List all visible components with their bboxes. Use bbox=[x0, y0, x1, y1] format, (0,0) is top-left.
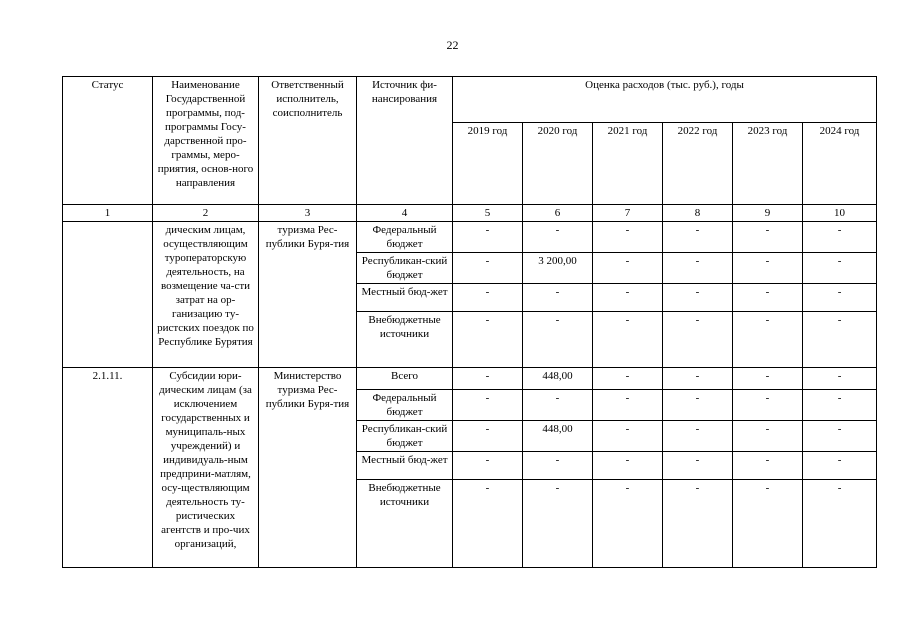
column-number: 10 bbox=[803, 205, 877, 222]
value-cell: - bbox=[453, 222, 523, 253]
column-number: 3 bbox=[259, 205, 357, 222]
column-number: 8 bbox=[663, 205, 733, 222]
program-name-cell: дическим лицам, осуществляющим туроператорскую деятельность, на возмещение ча-сти затрат на ор-ганизацию ту-ристских поездок по Республике Бурятия bbox=[153, 222, 259, 368]
value-cell: - bbox=[663, 480, 733, 568]
status-cell bbox=[63, 222, 153, 368]
year-header: 2023 год bbox=[733, 123, 803, 205]
table-row bbox=[63, 222, 877, 253]
value-cell: - bbox=[733, 222, 803, 253]
value-cell: - bbox=[453, 253, 523, 284]
header-status: Статус bbox=[63, 77, 153, 205]
page-number: 22 bbox=[446, 38, 459, 52]
program-name-cell: Субсидии юри-дическим лицам (за исключением государственных и муниципаль-ных учреждений) и индивидуаль-ным предприни-матлям, осу-ществляющим деятельность ту-ристических агентств и про-чих организаций, bbox=[153, 368, 259, 568]
value-cell: - bbox=[803, 368, 877, 390]
source-cell: Всего bbox=[357, 368, 453, 390]
value-cell: - bbox=[453, 284, 523, 312]
value-cell: - bbox=[523, 312, 593, 368]
source-cell: Федеральный бюджет bbox=[357, 222, 453, 253]
column-number: 1 bbox=[63, 205, 153, 222]
value-cell: - bbox=[663, 390, 733, 421]
value-cell: - bbox=[593, 480, 663, 568]
value-cell: - bbox=[663, 452, 733, 480]
value-cell: - bbox=[453, 368, 523, 390]
header-expenses: Оценка расходов (тыс. руб.), годы bbox=[453, 77, 877, 123]
source-cell: Республикан-ский бюджет bbox=[357, 421, 453, 452]
value-cell: - bbox=[593, 368, 663, 390]
source-cell: Местный бюд-жет bbox=[357, 452, 453, 480]
column-number: 9 bbox=[733, 205, 803, 222]
value-cell: - bbox=[523, 284, 593, 312]
value-cell: - bbox=[593, 390, 663, 421]
year-header: 2021 год bbox=[593, 123, 663, 205]
value-cell: - bbox=[523, 480, 593, 568]
value-cell: 3 200,00 bbox=[523, 253, 593, 284]
column-number: 7 bbox=[593, 205, 663, 222]
value-cell: - bbox=[733, 421, 803, 452]
header-program-name: Наименование Государственной программы, под-программы Госу-дарственной про-граммы, меро-приятия, основ-ного направления bbox=[153, 77, 259, 205]
value-cell: - bbox=[453, 421, 523, 452]
column-number: 4 bbox=[357, 205, 453, 222]
value-cell: - bbox=[453, 312, 523, 368]
responsible-cell: Министерство туризма Рес-публики Буря-тия bbox=[259, 368, 357, 568]
value-cell: - bbox=[663, 368, 733, 390]
value-cell: - bbox=[803, 253, 877, 284]
value-cell: - bbox=[733, 390, 803, 421]
value-cell: - bbox=[593, 312, 663, 368]
value-cell: - bbox=[523, 390, 593, 421]
value-cell: - bbox=[733, 253, 803, 284]
value-cell: - bbox=[663, 284, 733, 312]
source-cell: Местный бюд-жет bbox=[357, 284, 453, 312]
header-source: Источник фи-нансирования bbox=[357, 77, 453, 205]
value-cell: 448,00 bbox=[523, 368, 593, 390]
year-header: 2022 год bbox=[663, 123, 733, 205]
value-cell: - bbox=[733, 284, 803, 312]
source-cell: Республикан-ский бюджет bbox=[357, 253, 453, 284]
value-cell: - bbox=[803, 452, 877, 480]
table-row bbox=[63, 368, 877, 390]
value-cell: - bbox=[593, 253, 663, 284]
year-header: 2019 год bbox=[453, 123, 523, 205]
value-cell: - bbox=[593, 421, 663, 452]
value-cell: - bbox=[453, 390, 523, 421]
value-cell: - bbox=[663, 253, 733, 284]
value-cell: - bbox=[663, 421, 733, 452]
value-cell: - bbox=[733, 452, 803, 480]
value-cell: 448,00 bbox=[523, 421, 593, 452]
value-cell: - bbox=[593, 222, 663, 253]
source-cell: Федеральный бюджет bbox=[357, 390, 453, 421]
year-header: 2020 год bbox=[523, 123, 593, 205]
value-cell: - bbox=[733, 368, 803, 390]
value-cell: - bbox=[803, 284, 877, 312]
value-cell: - bbox=[803, 480, 877, 568]
responsible-cell: туризма Рес-публики Буря-тия bbox=[259, 222, 357, 368]
value-cell: - bbox=[803, 222, 877, 253]
value-cell: - bbox=[593, 284, 663, 312]
column-number-row bbox=[63, 205, 877, 222]
source-cell: Внебюджетные источники bbox=[357, 480, 453, 568]
column-number: 6 bbox=[523, 205, 593, 222]
value-cell: - bbox=[453, 480, 523, 568]
value-cell: - bbox=[593, 452, 663, 480]
source-cell: Внебюджетные источники bbox=[357, 312, 453, 368]
value-cell: - bbox=[733, 480, 803, 568]
value-cell: - bbox=[663, 312, 733, 368]
column-number: 5 bbox=[453, 205, 523, 222]
value-cell: - bbox=[803, 390, 877, 421]
value-cell: - bbox=[733, 312, 803, 368]
value-cell: - bbox=[523, 452, 593, 480]
value-cell: - bbox=[663, 222, 733, 253]
header-responsible: Ответственный исполнитель, соисполнитель bbox=[259, 77, 357, 205]
value-cell: - bbox=[453, 452, 523, 480]
status-cell: 2.1.11. bbox=[63, 368, 153, 568]
value-cell: - bbox=[523, 222, 593, 253]
budget-table bbox=[62, 76, 877, 568]
column-number: 2 bbox=[153, 205, 259, 222]
year-header: 2024 год bbox=[803, 123, 877, 205]
value-cell: - bbox=[803, 312, 877, 368]
value-cell: - bbox=[803, 421, 877, 452]
